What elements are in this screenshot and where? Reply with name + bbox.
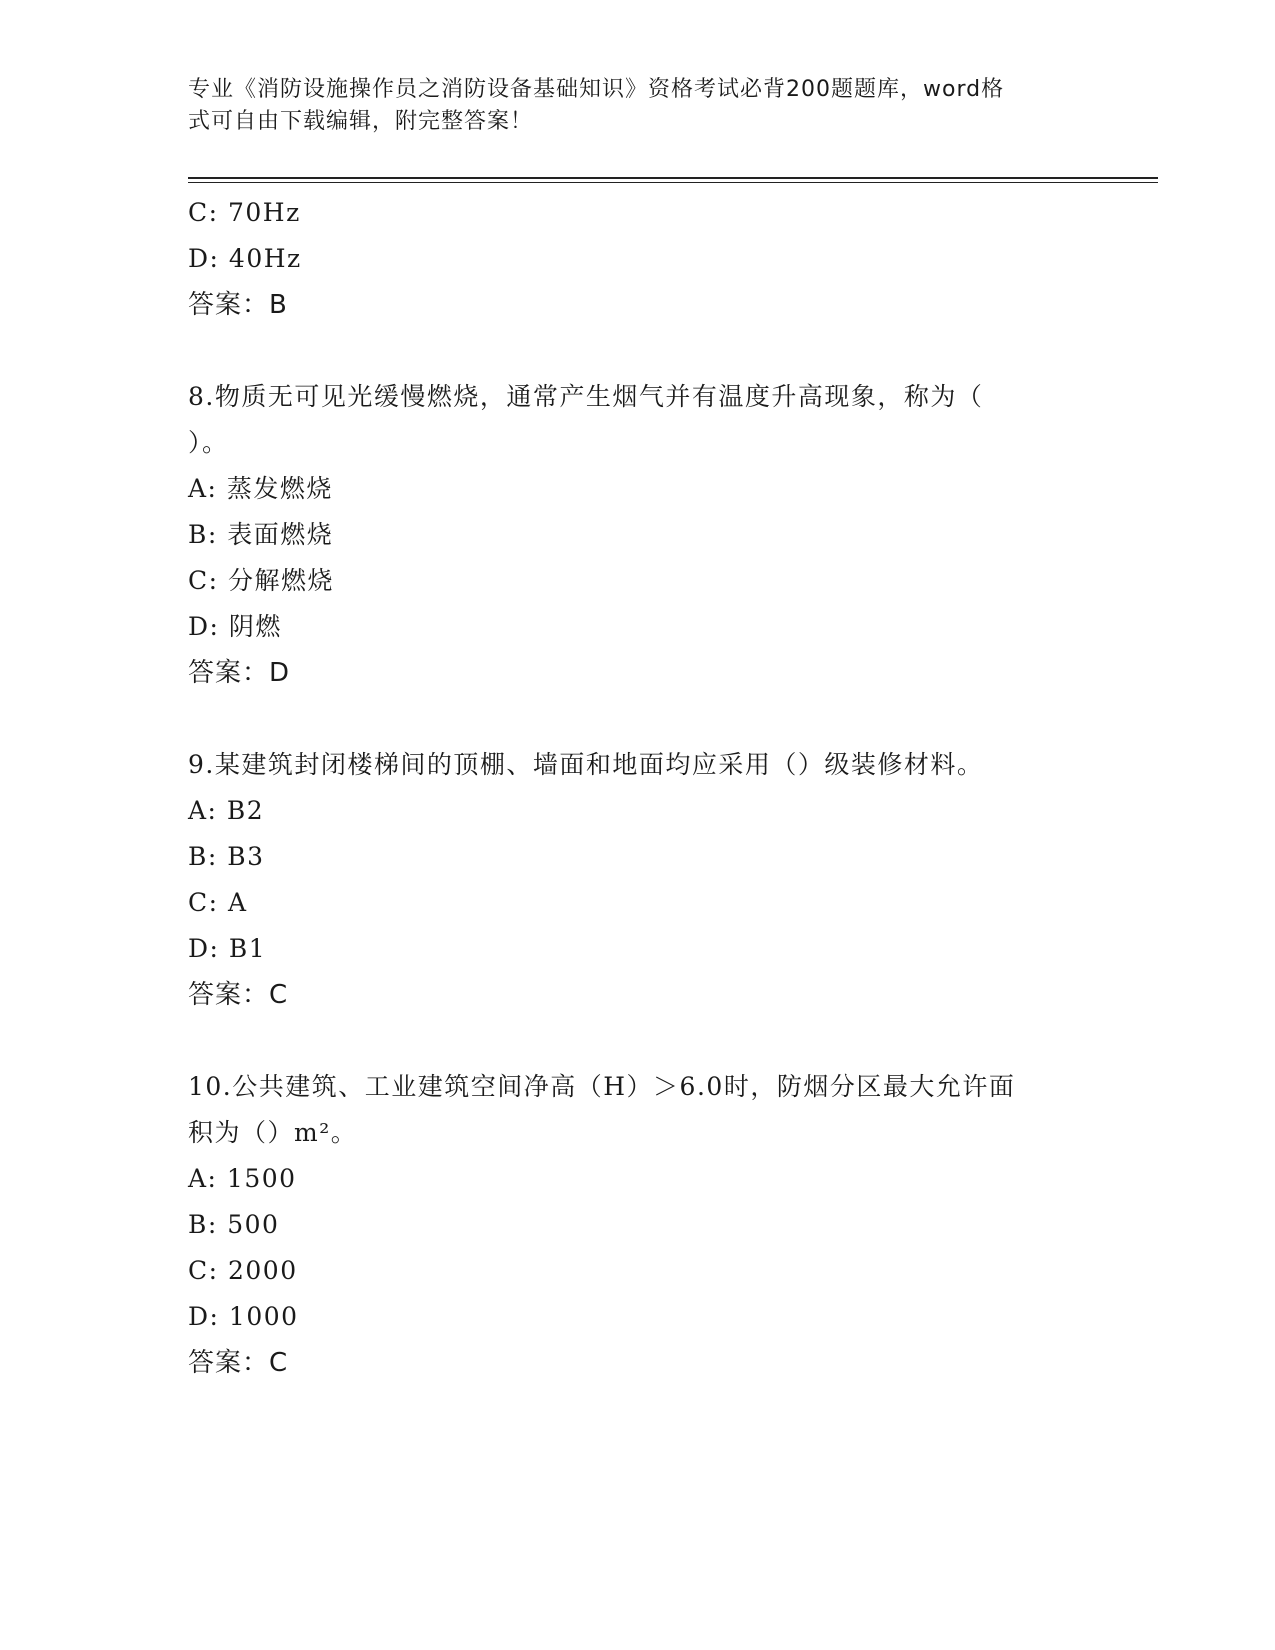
spacer (188, 328, 1088, 374)
header-line-2: 式可自由下载编辑，附完整答案！ (188, 109, 534, 134)
spacer (188, 1018, 1088, 1064)
question-text-continued: 积为（）m²。 (188, 1118, 358, 1147)
option-b: B: 表面燃烧 (188, 520, 334, 549)
question-text: 9.某建筑封闭楼梯间的顶棚、墙面和地面均应采用（）级装修材料。 (188, 750, 984, 779)
question-text: 8.物质无可见光缓慢燃烧，通常产生烟气并有温度升高现象，称为（ (188, 382, 984, 411)
option-d: D: 1000 (188, 1302, 299, 1331)
answer-line: 答案：B (188, 290, 288, 320)
answer-line: 答案：C (188, 980, 289, 1010)
header-line-1: 专业《消防设施操作员之消防设备基础知识》资格考试必背200题题库，word格 (188, 77, 1005, 102)
question-list (188, 190, 1088, 1386)
option-a: A: 1500 (188, 1164, 297, 1193)
answer-line: 答案：C (188, 1348, 289, 1378)
question-7-tail (188, 190, 1088, 328)
spacer (188, 696, 1088, 742)
option-b: B: B3 (188, 842, 265, 871)
option-a: A: B2 (188, 796, 265, 825)
option-c: C: 70Hz (188, 198, 301, 227)
option-c: C: A (188, 888, 248, 917)
option-c: C: 分解燃烧 (188, 566, 334, 595)
document-header (188, 74, 1068, 138)
header-divider-thick (188, 177, 1158, 179)
question-text-continued: ）。 (188, 428, 229, 457)
option-d: D: 40Hz (188, 244, 302, 273)
option-d: D: 阴燃 (188, 612, 282, 641)
option-b: B: 500 (188, 1210, 280, 1239)
question-10 (188, 1064, 1088, 1386)
question-text: 10.公共建筑、工业建筑空间净高（H）＞6.0时，防烟分区最大允许面 (188, 1072, 1016, 1101)
option-c: C: 2000 (188, 1256, 298, 1285)
option-d: D: B1 (188, 934, 267, 963)
question-8 (188, 374, 1088, 696)
question-9 (188, 742, 1088, 1018)
option-a: A: 蒸发燃烧 (188, 474, 333, 503)
answer-line: 答案：D (188, 658, 291, 688)
header-divider-thin (188, 182, 1158, 183)
